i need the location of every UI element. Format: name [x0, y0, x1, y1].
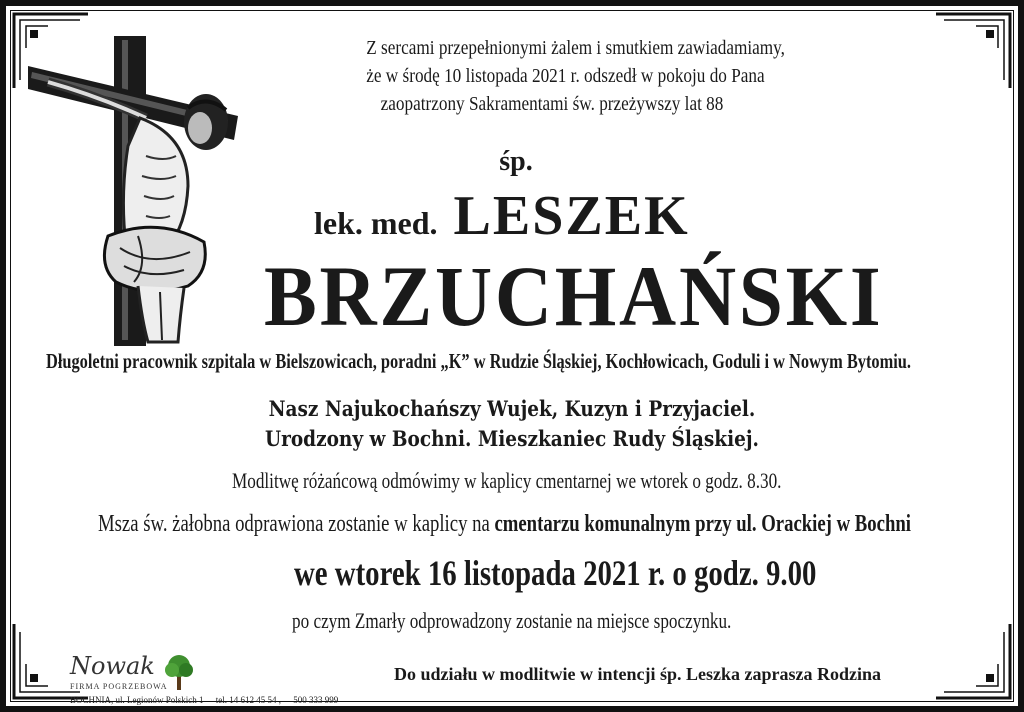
funeral-home-contact [70, 695, 348, 705]
intro-line-2: że w środę 10 listopada 2021 r. odszedł w pokoju do Pana [366, 65, 765, 87]
funeral-home-phone-1: tel. 14 612 45 54 , [215, 695, 281, 705]
title-prefix: lek. med. [314, 205, 438, 241]
relation-line-2: Urodzony w Bochni. Mieszkaniec Rudy Śląskiej. [265, 426, 759, 451]
funeral-home-phone-2: 500 333 999 [293, 695, 339, 705]
rosary-info: Modlitwę różańcową odmówimy w kaplicy cmentarnej we wtorek o godz. 8.30. [232, 468, 782, 493]
intro-line-1: Z sercami przepełnionymi żalem i smutkiem zawiadamiamy, [366, 37, 785, 59]
relation-line-1: Nasz Najukochańszy Wujek, Kuzyn i Przyjaciel. [268, 396, 756, 421]
intro-line-3: zaopatrzony Sakramentami św. przeżywszy lat 88 [380, 93, 724, 115]
burial-info: po czym Zmarły odprowadzony zostanie na miejsce spoczynku. [292, 608, 732, 633]
relation-text [156, 394, 868, 454]
crucifix-icon [28, 36, 238, 346]
funeral-home-logo [64, 652, 394, 712]
surname: BRZUCHAŃSKI [264, 248, 884, 344]
funeral-home-address: BOCHNIA, ul. Legionów Polskich 1 [70, 695, 204, 705]
mass-info [98, 511, 911, 538]
funeral-date: we wtorek 16 listopada 2021 r. o godz. 9.00 [294, 553, 817, 593]
funeral-home-subtitle: FIRMA POGRZEBOWA [70, 682, 168, 691]
invitation: Do udziału w modlitwie w intencji śp. Leszka zaprasza Rodzina [394, 664, 882, 684]
funeral-home-name: Nowak [70, 652, 155, 680]
corner-ornament-bottom-right [930, 618, 1016, 704]
corner-ornament-top-right [930, 8, 1016, 94]
first-name: LESZEK [453, 185, 690, 247]
name-line [314, 184, 690, 248]
intro-text [336, 34, 785, 118]
mass-info-location: cmentarzu komunalnym przy ul. Orackiej w Bochni [494, 511, 911, 537]
mass-info-part1: Msza św. żałobna odprawiona zostanie w kaplicy na [98, 511, 495, 537]
biography: Długoletni pracownik szpitala w Bielszowicach, poradni „K” w Rudzie Śląskiej, Kochłowicach, Goduli i w Nowym Bytomiu. [46, 349, 912, 373]
sp-marker: śp. [499, 146, 533, 177]
